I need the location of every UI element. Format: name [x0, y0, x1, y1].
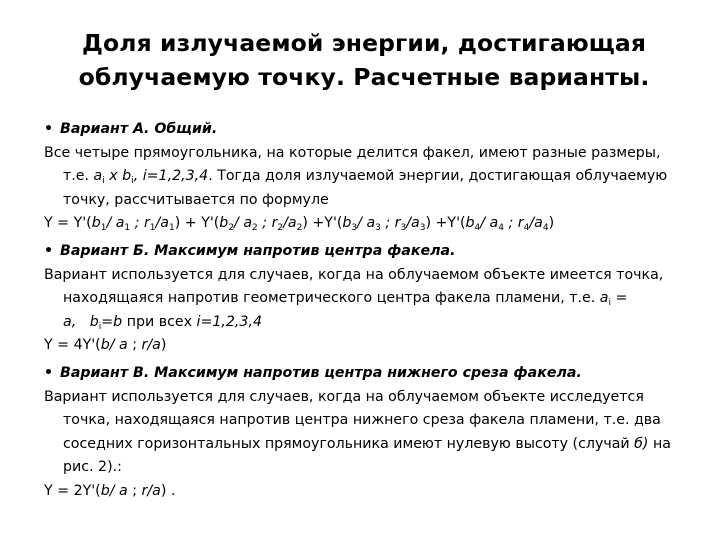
variant-b-text-body: Вариант используется для случаев, когда на облучаемом объекте имеется точка, находящаяся напротив геометрического центра факела пламени, т.е. [44, 266, 664, 307]
variant-c-formula [44, 480, 684, 504]
formula-a-t3-div: /a [406, 215, 420, 232]
formula-a-lhs: Y = Y'( [44, 215, 92, 232]
formula-c-close: ) . [160, 482, 176, 499]
formula-a-t1-close: ) + Y'( [174, 215, 220, 232]
formula-b-ratio: b/ a [100, 337, 128, 354]
formula-a-t1-mid: ; r [130, 215, 150, 232]
variant-a-formula [44, 212, 684, 236]
formula-a-t2-bsub: 2 [228, 223, 235, 234]
variant-b-eq2-sub: i [98, 321, 102, 332]
variant-a-math-a: a [93, 168, 103, 185]
formula-a-t3-mid: ; r [380, 215, 401, 232]
formula-a-t1-bsub: 1 [100, 223, 107, 234]
formula-c-ratio2: r/a [141, 482, 161, 499]
formula-a-t4-rsub: 4 [523, 223, 530, 234]
formula-b-close: ) [160, 337, 167, 354]
formula-c-mid: ; [127, 482, 142, 499]
formula-a-t3-dsub: 3 [419, 223, 426, 234]
formula-b-prefix: Y = 4Y'( [44, 337, 101, 354]
variant-b-eq2-rest: =b [101, 313, 123, 330]
variant-a-text-suffix: . Тогда доля излучаемой энергии, достигающая облучаемую точку, рассчитывается по формуле [63, 168, 668, 208]
formula-a-t2-b: b [219, 215, 229, 232]
variant-a-sub-a: i [102, 176, 105, 187]
formula-a-t2-mid: ; r [257, 215, 278, 232]
formula-a-t3-b: b [342, 215, 352, 232]
formula-c-ratio: b/ a [100, 482, 128, 499]
formula-a-t4-mid: ; r [503, 215, 524, 232]
formula-b-ratio2: r/a [141, 337, 161, 354]
formula-a-t3-rsub: 3 [400, 223, 407, 234]
formula-a-t3-close: ) +Y'( [425, 215, 466, 232]
variant-c-text [44, 386, 684, 480]
formula-a-t4-asub: 4 [498, 223, 504, 234]
formula-a-t1-div: /a [155, 215, 170, 232]
formula-a-t1-sep: / a [106, 215, 125, 232]
variant-a-index: , i=1,2,3,4 [133, 168, 209, 185]
variant-a-text-prefix: Все четыре прямоугольника, на которые делится факел, имеют разные размеры, т.е. [44, 144, 661, 185]
variant-b-eq1-sub: i [608, 298, 611, 309]
variant-b-eq2-b: b [89, 313, 99, 330]
formula-a-t4-dsub: 4 [542, 223, 549, 234]
title-line-1: Доля излучаемой энергии, достигающая [81, 29, 647, 57]
variant-b-eq1-a: a [599, 290, 609, 307]
variant-a-math-b: b [122, 168, 132, 185]
formula-a-t3-asub: 3 [375, 223, 381, 234]
formula-a-t2-sep: / a [234, 215, 253, 232]
formula-a-t4-b: b [465, 215, 475, 232]
variant-c-text-suffix: на рис. 2).: [63, 435, 671, 476]
slide-content [44, 118, 684, 504]
variant-b-heading: • Вариант Б. Максимум напротив центра факела. [44, 240, 684, 264]
formula-a-t1-asub: 1 [124, 223, 131, 234]
formula-a-t1-rsub: 1 [149, 223, 156, 234]
variant-a-math-x: x [104, 168, 123, 185]
formula-a-t4-div: /a [529, 215, 543, 232]
formula-a-t2-asub: 2 [252, 223, 258, 234]
variant-b-text [44, 264, 684, 335]
variant-c-heading: • Вариант В. Максимум напротив центра нижнего среза факела. [44, 362, 684, 386]
formula-a-t2-close: ) +Y'( [302, 215, 343, 232]
variant-b-eq1-rest: = a, [63, 290, 628, 330]
variant-a-heading: • Вариант А. Общий. [44, 118, 684, 142]
formula-a-t2-div: /a [283, 215, 297, 232]
formula-a-t4-close: ) [548, 215, 555, 232]
variant-c-text-prefix: Вариант используется для случаев, когда на облучаемом объекте исследуется точка, находящаяся напротив центра нижнего среза факела пламени, т.е. два соседних горизонтальных прямоугольника имеют нулевую высоту (случай [44, 388, 661, 452]
variant-b-text-all: при всех [122, 313, 197, 330]
formula-a-t3-bsub: 3 [351, 223, 358, 234]
slide-title [44, 0, 684, 94]
formula-a-t2-dsub: 2 [296, 223, 303, 234]
variant-a-sub-b: i [131, 176, 134, 187]
formula-a-t1-dsub: 1 [169, 223, 175, 234]
variant-b-index: i=1,2,3,4 [196, 313, 262, 330]
variant-b-formula [44, 334, 684, 358]
formula-a-t4-bsub: 4 [474, 223, 481, 234]
title-line-2: облучаемую точку. Расчетные варианты. [78, 63, 650, 91]
formula-b-mid: ; [127, 337, 142, 354]
formula-a-t2-rsub: 2 [277, 223, 284, 234]
formula-a-t3-sep: / a [357, 215, 376, 232]
formula-c-prefix: Y = 2Y'( [44, 482, 101, 499]
formula-a-t4-sep: / a [480, 215, 499, 232]
formula-a-t1-b: b [91, 215, 101, 232]
variant-a-text [44, 142, 684, 213]
variant-c-case: б) [634, 435, 649, 452]
